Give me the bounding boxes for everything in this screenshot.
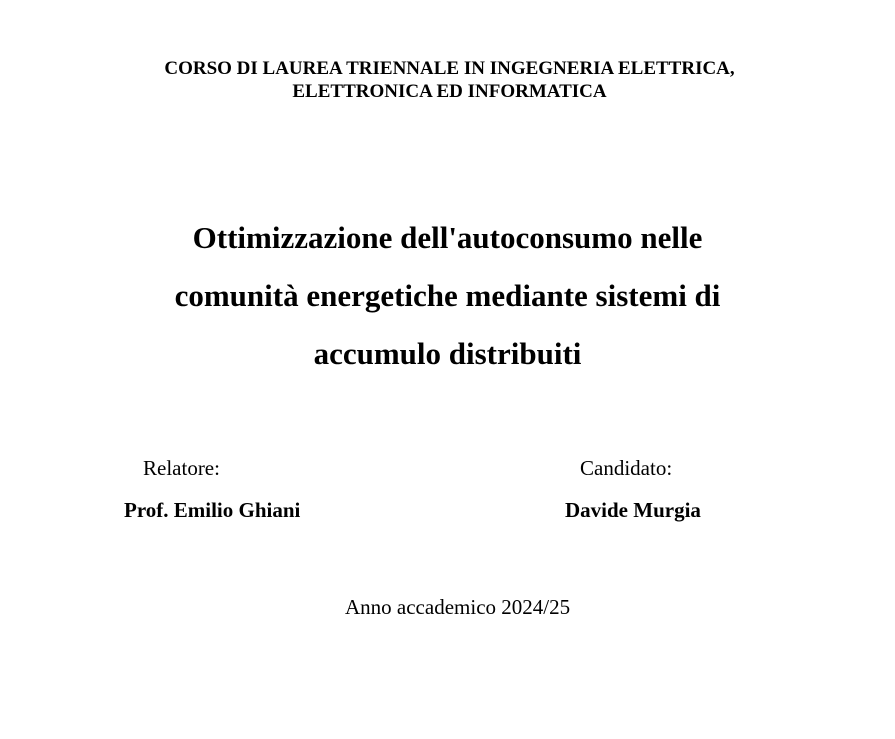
thesis-title — [100, 209, 795, 383]
candidate-label: Candidato: — [580, 456, 673, 480]
course-heading — [0, 57, 895, 103]
thesis-title-line-1: Ottimizzazione dell'autoconsumo nelle — [192, 220, 703, 255]
supervisor-label: Relatore: — [143, 456, 220, 480]
thesis-title-line-2: comunità energetiche mediante sistemi di — [174, 278, 721, 313]
academic-year: Anno accademico 2024/25 — [345, 595, 571, 619]
course-line-1: CORSO DI LAUREA TRIENNALE IN INGEGNERIA ELETTRICA, — [164, 58, 735, 79]
course-line-2: ELETTRONICA ED INFORMATICA — [292, 81, 607, 102]
candidate-name: Davide Murgia — [565, 498, 701, 522]
thesis-title-line-3: accumulo distribuiti — [313, 336, 582, 371]
supervisor-name: Prof. Emilio Ghiani — [124, 498, 301, 522]
